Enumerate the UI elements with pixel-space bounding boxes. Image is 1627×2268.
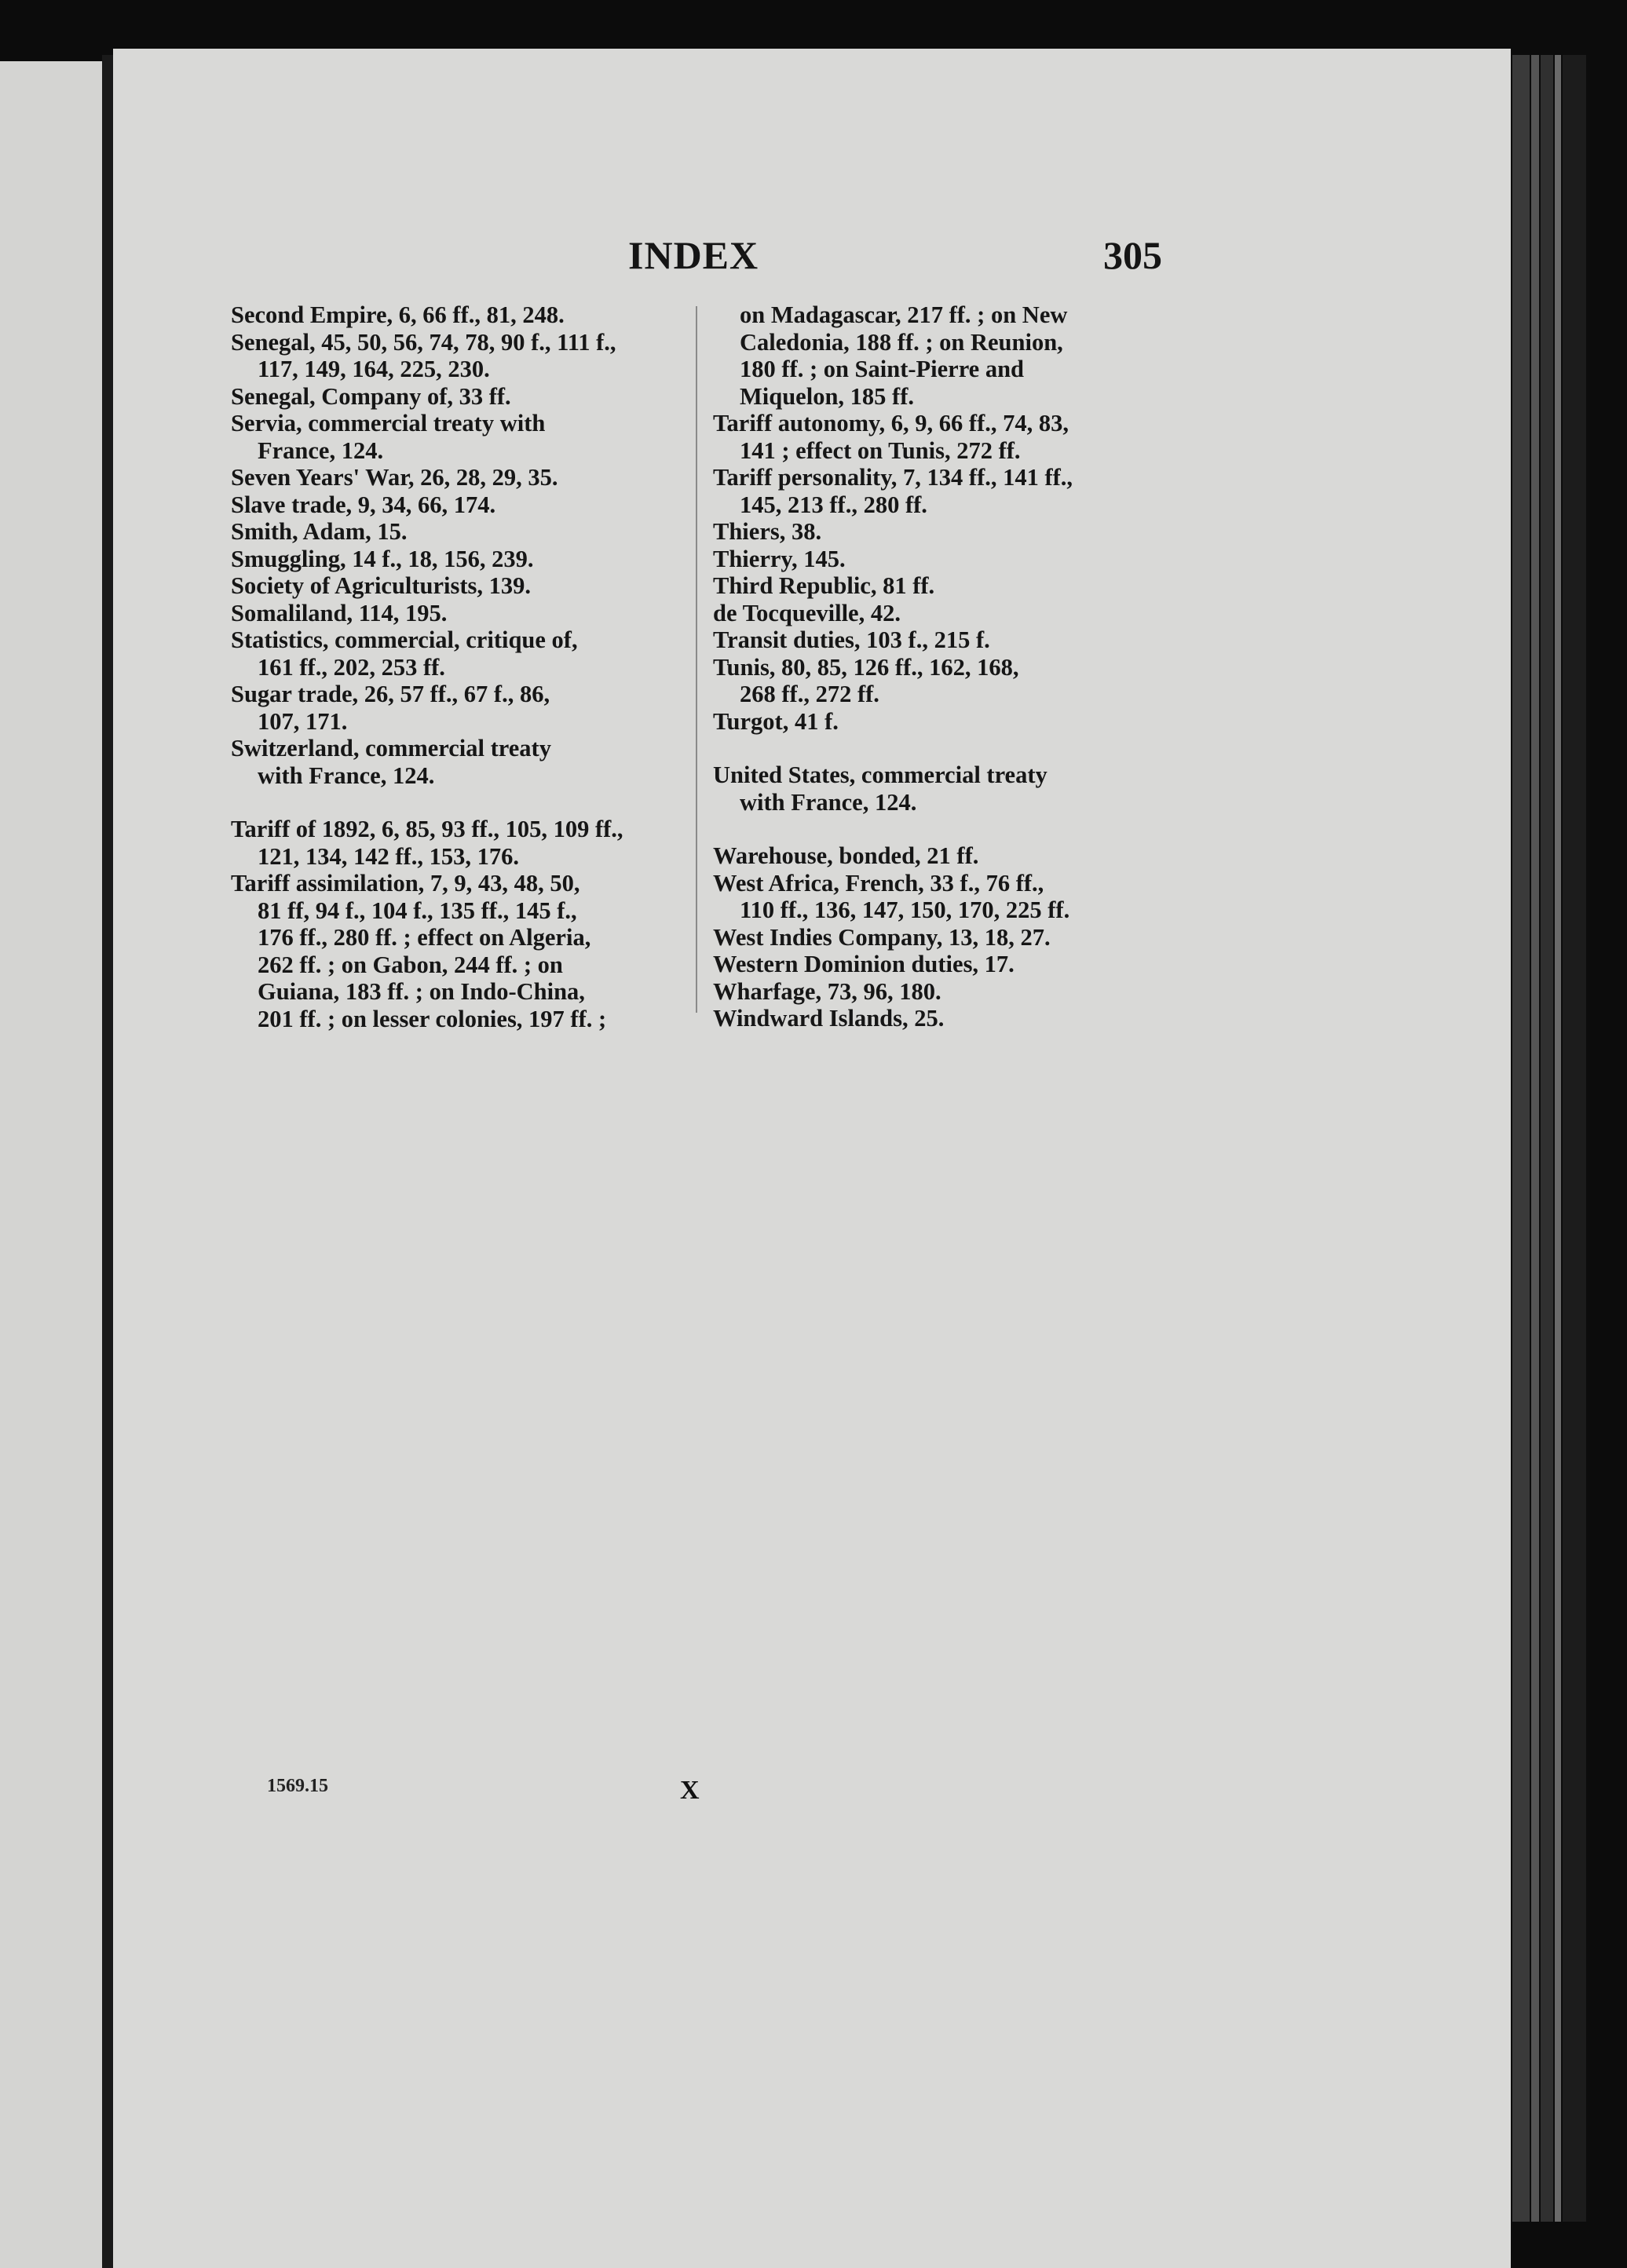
index-entry-line: Senegal, 45, 50, 56, 74, 78, 90 f., 111 f., xyxy=(231,328,616,356)
index-entry xyxy=(713,924,1161,951)
index-entry-line: Second Empire, 6, 66 ff., 81, 248. xyxy=(231,301,565,328)
page-stack-edge xyxy=(1541,55,1553,2222)
index-entry xyxy=(231,464,675,491)
index-entry-line: Wharfage, 73, 96, 180. xyxy=(713,977,941,1005)
index-entry-line: Tariff personality, 7, 134 ff., 141 ff., xyxy=(713,464,1073,491)
index-entry-line: West Indies Company, 13, 18, 27. xyxy=(713,923,1051,951)
index-entry-line: Somaliland, 114, 195. xyxy=(231,599,448,626)
index-entry-line: Slave trade, 9, 34, 66, 174. xyxy=(231,491,496,518)
index-entry-line: 161 ff., 202, 253 ff. xyxy=(258,653,445,681)
page-title: INDEX xyxy=(628,233,759,277)
index-entry-line: Tariff of 1892, 6, 85, 93 ff., 105, 109 ff., xyxy=(231,816,623,842)
index-entry xyxy=(231,735,675,789)
index-entry-line: 81 ff, 94 f., 104 f., 135 ff., 145 f., xyxy=(258,897,577,924)
index-entry-line: Smith, Adam, 15. xyxy=(231,518,408,545)
index-entry-line: with France, 124. xyxy=(740,788,917,816)
index-entry xyxy=(713,600,1161,627)
index-entry-line: Statistics, commercial, critique of, xyxy=(231,626,578,653)
index-entry-line: Western Dominion duties, 17. xyxy=(713,951,1015,977)
index-entry-line: on Madagascar, 217 ff. ; on New xyxy=(740,301,1068,328)
index-entry-line: 180 ff. ; on Saint-Pierre and xyxy=(740,356,1025,382)
index-entry-line: with France, 124. xyxy=(258,761,435,789)
index-entry-line: 262 ff. ; on Gabon, 244 ff. ; on xyxy=(258,951,563,978)
page-stack-edge xyxy=(1555,55,1561,2222)
index-entry-line: Tariff assimilation, 7, 9, 43, 48, 50, xyxy=(231,870,580,897)
index-entry-line: Miquelon, 185 ff. xyxy=(740,382,914,410)
index-entry xyxy=(231,518,675,546)
index-entry-line: Transit duties, 103 f., 215 f. xyxy=(713,626,990,653)
index-entry-line: de Tocqueville, 42. xyxy=(713,599,901,626)
index-entry xyxy=(231,681,675,735)
index-entry xyxy=(713,951,1161,978)
entry-gap xyxy=(231,789,675,816)
index-entry-line: Third Republic, 81 ff. xyxy=(713,572,935,599)
index-entry xyxy=(231,383,675,411)
index-entry xyxy=(713,870,1161,924)
facing-page-edge xyxy=(0,61,102,2268)
index-entry xyxy=(231,870,675,1032)
index-entry-line: Servia, commercial treaty with xyxy=(231,410,546,436)
index-entry-line: 117, 149, 164, 225, 230. xyxy=(258,356,490,382)
index-entry xyxy=(231,600,675,627)
column-divider xyxy=(696,306,697,1013)
index-entry xyxy=(713,978,1161,1006)
index-entry-line: Tunis, 80, 85, 126 ff., 162, 168, xyxy=(713,653,1019,681)
index-entry-line: Turgot, 41 f. xyxy=(713,707,839,735)
index-entry xyxy=(713,626,1161,654)
index-entry xyxy=(713,546,1161,573)
page-stack-edge xyxy=(1563,55,1586,2222)
index-entry xyxy=(231,329,675,383)
index-entry-line: France, 124. xyxy=(258,436,384,464)
index-entry-continuation xyxy=(713,301,1161,410)
page-stack-edge xyxy=(1512,55,1530,2222)
entry-gap xyxy=(713,735,1161,761)
index-entry-line: Seven Years' War, 26, 28, 29, 35. xyxy=(231,464,558,491)
signature-mark: X xyxy=(680,1776,700,1805)
index-entry-line: United States, commercial treaty xyxy=(713,761,1047,788)
index-entry-line: Smuggling, 14 f., 18, 156, 239. xyxy=(231,545,534,572)
index-column-right xyxy=(713,301,1161,1032)
index-entry-line: 110 ff., 136, 147, 150, 170, 225 ff. xyxy=(740,897,1070,923)
page-number: 305 xyxy=(1103,233,1162,277)
index-entry xyxy=(713,572,1161,600)
index-entry xyxy=(713,464,1161,518)
index-entry-line: 141 ; effect on Tunis, 272 ff. xyxy=(740,436,1021,464)
index-column-left xyxy=(231,301,675,1032)
index-entry-line: Guiana, 183 ff. ; on Indo-China, xyxy=(258,978,585,1005)
index-entry-line: West Africa, French, 33 f., 76 ff., xyxy=(713,869,1044,897)
footer-reference: 1569.15 xyxy=(267,1776,328,1796)
entry-gap xyxy=(713,816,1161,842)
index-entry xyxy=(713,518,1161,546)
index-entry-line: Sugar trade, 26, 57 ff., 67 f., 86, xyxy=(231,681,550,707)
index-entry-line: 201 ff. ; on lesser colonies, 197 ff. ; xyxy=(258,1005,607,1032)
index-entry xyxy=(231,626,675,681)
book-gutter xyxy=(102,55,113,2268)
index-entry xyxy=(231,491,675,519)
index-entry xyxy=(713,410,1161,464)
index-entry-line: Warehouse, bonded, 21 ff. xyxy=(713,842,979,869)
index-entry xyxy=(713,842,1161,870)
index-entry-line: 121, 134, 142 ff., 153, 176. xyxy=(258,842,519,870)
index-entry-line: 268 ff., 272 ff. xyxy=(740,681,879,707)
index-entry-line: 176 ff., 280 ff. ; effect on Algeria, xyxy=(258,924,591,951)
index-entry-line: Tariff autonomy, 6, 9, 66 ff., 74, 83, xyxy=(713,410,1069,436)
index-entry-line: 107, 171. xyxy=(258,707,348,735)
index-entry xyxy=(231,572,675,600)
index-entry-line: Society of Agriculturists, 139. xyxy=(231,572,532,599)
index-entry-line: Caledonia, 188 ff. ; on Reunion, xyxy=(740,328,1063,356)
index-entry xyxy=(713,761,1161,816)
index-entry-line: Switzerland, commercial treaty xyxy=(231,735,551,761)
index-entry-line: Thiers, 38. xyxy=(713,518,822,545)
index-entry xyxy=(231,546,675,573)
index-entry-line: Windward Islands, 25. xyxy=(713,1005,945,1032)
page-stack-edge xyxy=(1531,55,1539,2222)
index-entry xyxy=(713,1005,1161,1032)
index-entry xyxy=(231,410,675,464)
index-entry xyxy=(713,708,1161,736)
index-entry-line: Senegal, Company of, 33 ff. xyxy=(231,382,511,410)
index-entry-line: 145, 213 ff., 280 ff. xyxy=(740,491,927,518)
index-entry xyxy=(231,816,675,870)
index-entry xyxy=(231,301,675,329)
index-entry-line: Thierry, 145. xyxy=(713,545,846,572)
index-entry xyxy=(713,654,1161,708)
